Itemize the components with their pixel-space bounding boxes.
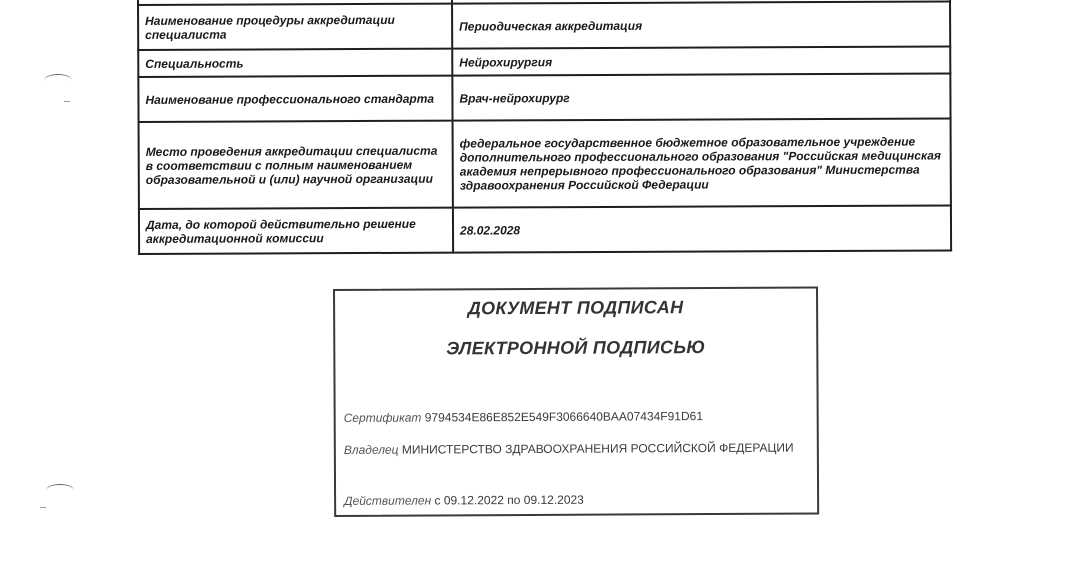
signature-validity — [344, 492, 807, 509]
specialty-value: Нейрохирургия — [452, 46, 950, 75]
table-row — [139, 118, 951, 209]
accreditation-table — [137, 0, 952, 255]
specialty-label: Специальность — [138, 49, 452, 77]
certificate-label: Сертификат — [343, 410, 422, 425]
scan-punch-mark — [46, 484, 74, 497]
scan-punch-mark — [44, 74, 72, 87]
signature-certificate — [344, 409, 807, 426]
certificate-value: 9794534E86E852E549F3066640BAA07434F91D61 — [424, 409, 704, 425]
table-row — [139, 205, 951, 254]
valid-from-prefix: с — [434, 493, 441, 508]
table-row — [138, 46, 950, 77]
table-row — [138, 1, 950, 50]
location-value: федеральное государственное бюджетное образовательное учреждение дополнительного профессионального образования "Российская медицинская академия непрерывного профессионального образования" Министерства здравоохранения Российской Федерации — [453, 118, 951, 207]
table-row — [138, 73, 950, 122]
location-label: Место проведения аккредитации специалиста в соответствии с полным наименованием образовательной и (или) научной организации — [139, 121, 453, 209]
scan-speck — [40, 507, 46, 508]
valid-label: Действителен — [344, 493, 432, 508]
valid-to-prefix: по — [507, 493, 521, 508]
valid-to-date: 09.12.2023 — [523, 492, 584, 508]
owner-label: Владелец — [343, 442, 399, 457]
scan-speck — [64, 101, 70, 102]
procedure-label: Наименование процедуры аккредитации специалиста — [138, 4, 452, 50]
signature-owner — [344, 441, 807, 458]
owner-value: МИНИСТЕРСТВО ЗДРАВООХРАНЕНИЯ РОССИЙСКОЙ ФЕДЕРАЦИИ — [401, 440, 794, 457]
standard-value: Врач-нейрохирург — [452, 73, 950, 120]
valid-from-date: 09.12.2022 — [443, 493, 504, 508]
decision-date-value: 28.02.2028 — [453, 205, 951, 252]
signature-title-line1: ДОКУМЕНТ ПОДПИСАН — [467, 297, 684, 319]
procedure-value: Периодическая аккредитация — [452, 1, 950, 48]
signature-title-line2: ЭЛЕКТРОННОЙ ПОДПИСЬЮ — [446, 337, 706, 359]
decision-date-label: Дата, до которой действительно решение аккредитационной комиссии — [139, 208, 453, 254]
electronic-signature-stamp — [333, 286, 819, 517]
standard-label: Наименование профессионального стандарта — [138, 76, 452, 122]
